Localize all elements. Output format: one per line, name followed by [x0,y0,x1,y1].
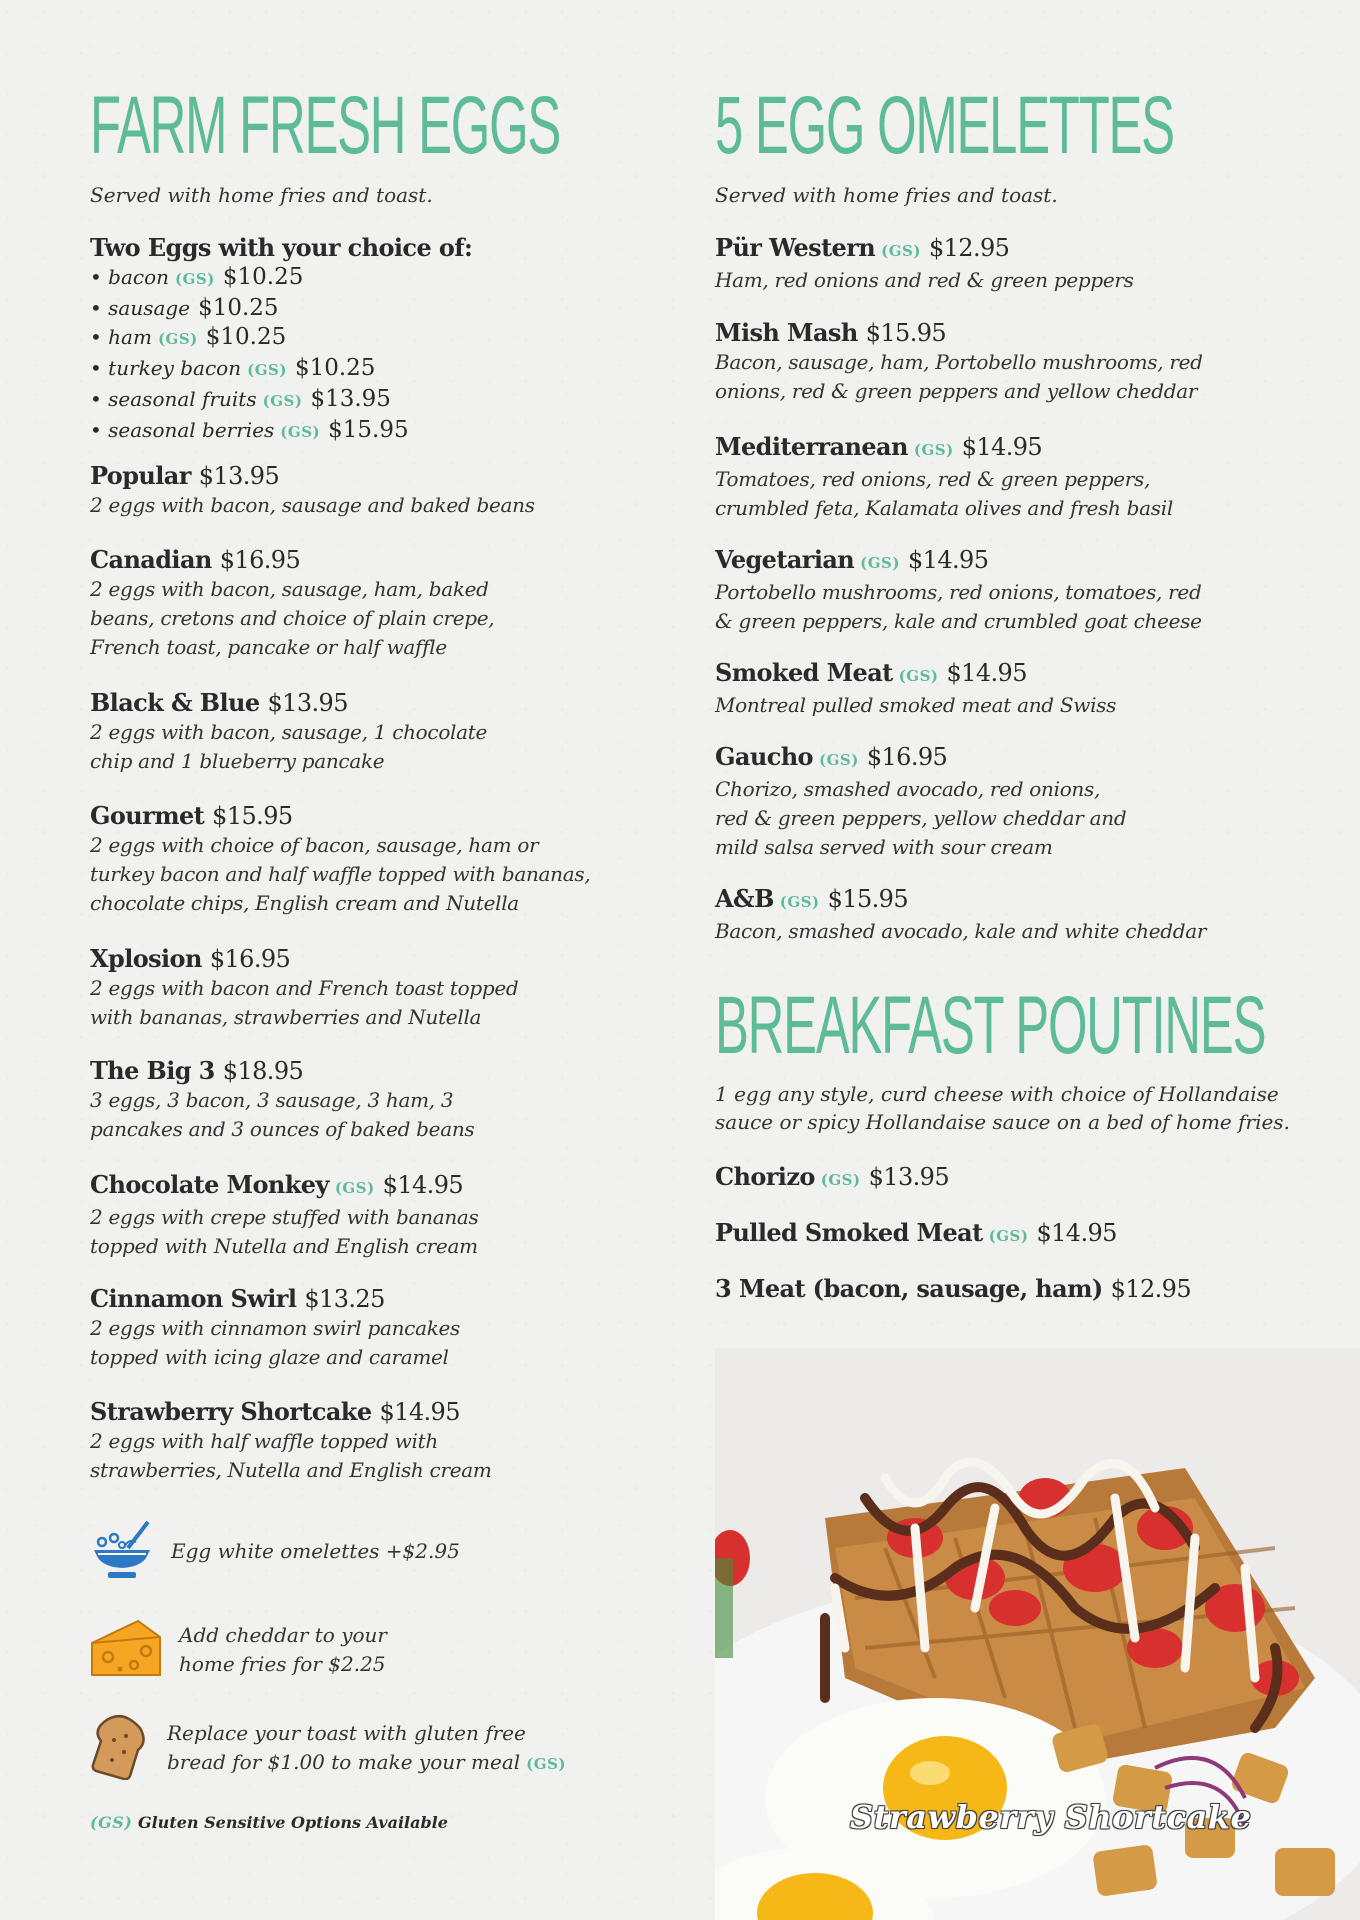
gluten-sensitive-footer [90,1813,448,1832]
menu-item-heading [715,884,1206,917]
menu-item-heading [715,318,1203,348]
menu-item-description: chocolate chips, English cream and Nutella [90,891,519,915]
section-intro: Served with home fries and toast. [90,183,433,207]
menu-item-price: $15.95 [827,885,909,913]
menu-item-heading [715,545,1202,578]
menu-item-name: A&B [715,884,774,913]
menu-item-description: Tomatoes, red onions, red & green peppers, [715,467,1151,491]
menu-item-description: crumbled feta, Kalamata olives and fresh basil [715,496,1173,520]
menu-item-heading [90,1170,479,1203]
menu-item-heading [90,944,518,974]
menu-item [715,1162,949,1195]
option-price: $10.25 [294,355,376,381]
menu-item-price: $14.95 [382,1171,464,1199]
menu-item-price: $13.25 [304,1285,385,1313]
note-gluten-line-2: bread for $1.00 to make your meal [167,1750,521,1774]
menu-item-price: $18.95 [222,1057,304,1085]
menu-item-description: Bacon, sausage, ham, Portobello mushrooms, red [715,350,1203,374]
gs-badge: (GS) [913,441,954,459]
menu-item-heading [90,1056,474,1086]
menu-item-price: $16.95 [866,743,948,771]
menu-item [90,1170,479,1261]
menu-item-name: Smoked Meat [715,658,893,687]
menu-item-heading [715,233,1134,266]
menu-item-price: $15.95 [865,319,947,347]
note-cheddar-line-1: Add cheddar to your [179,1623,387,1647]
option-name: • ham [90,325,152,349]
menu-item-description: Ham, red onions and red & green peppers [715,268,1134,292]
cheese-icon [90,1617,162,1683]
menu-item [90,944,518,1032]
two-eggs-option [90,416,472,447]
poutines-intro [715,1080,1290,1136]
menu-item-heading [90,461,535,491]
menu-item-description: 2 eggs with bacon, sausage and baked beans [90,493,535,517]
note-egg-white [90,1518,460,1584]
note-egg-white-text: Egg white omelettes +$2.95 [171,1538,460,1563]
bread-slice-icon [90,1714,150,1784]
menu-item-description: topped with icing glaze and caramel [90,1345,449,1369]
gs-badge: (GS) [334,1179,375,1197]
gs-badge: (GS) [779,893,820,911]
menu-item-heading [90,1397,492,1427]
menu-item-name: Popular [90,461,191,490]
menu-item [715,233,1134,295]
menu-item-heading [715,1162,949,1195]
gs-badge: (GS) [860,554,900,572]
menu-item-name: Pulled Smoked Meat [715,1218,983,1247]
poutines-intro-line-1: 1 egg any style, curd cheese with choice of Hollandaise [715,1082,1279,1106]
menu-item-heading [715,432,1173,465]
menu-item-name: Strawberry Shortcake [90,1397,372,1426]
section-title-farm-fresh-eggs: FARM FRESH EGGS [90,80,561,171]
menu-item-name: Chorizo [715,1162,815,1191]
mixing-bowl-whisk-icon [90,1518,154,1584]
menu-item-name: Chocolate Monkey [90,1170,329,1199]
poutines-intro-line-2: sauce or spicy Hollandaise sauce on a bed of home fries. [715,1110,1290,1134]
menu-item-description: strawberries, Nutella and English cream [90,1458,492,1482]
menu-item-description: red & green peppers, yellow cheddar and [715,806,1127,830]
two-eggs-option [90,385,472,416]
menu-item-description: 2 eggs with choice of bacon, sausage, ham or [90,833,539,857]
menu-item-name: 3 Meat (bacon, sausage, ham) [715,1274,1103,1303]
gs-badge: (GS) [90,1813,133,1832]
menu-item-heading [90,545,494,575]
menu-item-price: $13.95 [198,462,280,490]
menu-item [715,884,1206,946]
menu-item-description: with bananas, strawberries and Nutella [90,1005,482,1029]
menu-item-price: $14.95 [961,433,1043,461]
gs-badge: (GS) [881,242,921,260]
section-title-poutines: BREAKFAST POUTINES [715,980,1266,1071]
menu-item [715,742,1126,862]
menu-item-heading [90,801,590,831]
note-gluten-free-text [167,1719,566,1779]
menu-item-name: Black & Blue [90,688,260,717]
menu-item-name: Vegetarian [715,545,855,574]
option-price: $13.95 [310,386,391,412]
option-price: $10.25 [198,295,279,321]
two-eggs-options [90,263,472,447]
gs-badge: (GS) [898,667,939,685]
note-cheddar-text [179,1621,387,1679]
menu-item-price: $12.95 [928,234,1010,262]
menu-item [90,545,494,662]
menu-item-description: 3 eggs, 3 bacon, 3 sausage, 3 ham, 3 [90,1088,454,1112]
menu-item-description: & green peppers, kale and crumbled goat cheese [715,609,1202,633]
note-gluten-line-2-wrap [167,1748,566,1779]
menu-item [90,688,487,776]
menu-item [90,1056,474,1144]
menu-item [90,801,590,918]
menu-item-price: $16.95 [219,546,301,574]
gs-badge: (GS) [262,392,303,410]
gs-badge: (GS) [280,423,321,441]
option-name: • turkey bacon [90,356,242,380]
menu-item-price: $16.95 [209,945,291,973]
two-eggs-option [90,294,472,323]
menu-item-description: 2 eggs with bacon, sausage, 1 chocolate [90,720,488,744]
menu-item-heading [715,1218,1117,1251]
menu-item-description: pancakes and 3 ounces of baked beans [90,1117,475,1141]
menu-item-description: Montreal pulled smoked meat and Swiss [715,693,1117,717]
two-eggs-heading: Two Eggs with your choice of: [90,233,473,262]
option-price: $10.25 [222,264,304,290]
menu-item [715,545,1202,636]
gs-badge: (GS) [157,330,198,348]
note-gluten-free [90,1714,566,1784]
menu-item-name: Gaucho [715,742,813,771]
menu-item-description: Portobello mushrooms, red onions, tomatoes, red [715,580,1202,604]
menu-item-price: $14.95 [946,659,1027,687]
menu-item-description: chip and 1 blueberry pancake [90,749,385,773]
menu-item [90,1397,492,1485]
menu-item-description: onions, red & green peppers and yellow cheddar [715,379,1198,403]
menu-item-description: French toast, pancake or half waffle [90,635,447,659]
menu-item-name: Xplosion [90,944,202,973]
menu-item-name: Gourmet [90,801,205,830]
menu-item-description: turkey bacon and half waffle topped with bananas, [90,862,591,886]
menu-item-name: Mish Mash [715,318,858,347]
menu-item-description: 2 eggs with bacon, sausage, ham, baked [90,577,489,601]
menu-item-price: $15.95 [212,802,293,830]
option-name: • sausage [90,296,191,320]
gs-badge: (GS) [988,1227,1029,1245]
menu-item [715,658,1116,720]
menu-item [715,1274,1191,1304]
footer-text: Gluten Sensitive Options Available [137,1813,448,1832]
gs-badge: (GS) [247,361,287,379]
two-eggs-block [90,233,472,447]
note-gluten-line-1: Replace your toast with gluten free [167,1721,526,1745]
gs-badge: (GS) [526,1755,566,1773]
strawberry-shortcake-photo [715,1348,1360,1920]
gs-badge: (GS) [175,270,215,288]
menu-item-description: 2 eggs with cinnamon swirl pancakes [90,1316,461,1340]
menu-item [715,432,1173,523]
menu-item-heading [715,1274,1191,1304]
menu-item [715,1218,1117,1251]
photo-caption: Strawberry Shortcake [850,1798,1252,1836]
menu-item-price: $14.95 [379,1398,460,1426]
menu-item-name: The Big 3 [90,1056,215,1085]
menu-item-name: Canadian [90,545,212,574]
note-cheddar-line-2: home fries for $2.25 [179,1652,386,1676]
menu-item-heading [90,688,487,718]
section-title-omelettes: 5 EGG OMELETTES [715,80,1174,171]
option-price: $15.95 [328,417,409,443]
option-name: • seasonal berries [90,418,275,442]
menu-item-name: Pür Western [715,233,876,262]
gs-badge: (GS) [818,751,859,769]
menu-item-price: $12.95 [1110,1275,1192,1303]
menu-item-description: 2 eggs with crepe stuffed with bananas [90,1205,479,1229]
menu-item [715,318,1203,406]
menu-item-description: 2 eggs with half waffle topped with [90,1429,438,1453]
menu-item-price: $14.95 [1036,1219,1117,1247]
menu-item-price: $13.95 [868,1163,949,1191]
gs-badge: (GS) [820,1171,861,1189]
option-price: $10.25 [205,324,287,350]
menu-item [90,461,535,520]
menu-item [90,1284,460,1372]
omelettes-intro: Served with home fries and toast. [715,183,1058,207]
note-cheddar [90,1617,387,1683]
menu-item-description: 2 eggs with bacon and French toast topped [90,976,519,1000]
option-name: • seasonal fruits [90,387,257,411]
menu-item-name: Cinnamon Swirl [90,1284,297,1313]
menu-item-heading [90,1284,460,1314]
menu-item-heading [715,658,1116,691]
option-name: • bacon [90,265,170,289]
menu-item-description: topped with Nutella and English cream [90,1234,478,1258]
menu-item-description: mild salsa served with sour cream [715,835,1053,859]
two-eggs-option [90,323,472,354]
menu-item-description: Bacon, smashed avocado, kale and white cheddar [715,919,1207,943]
menu-item-heading [715,742,1126,775]
menu-item-description: Chorizo, smashed avocado, red onions, [715,777,1101,801]
menu-item-name: Mediterranean [715,432,908,461]
menu-item-description: beans, cretons and choice of plain crepe, [90,606,495,630]
menu-item-price: $14.95 [907,546,989,574]
menu-item-price: $13.95 [267,689,348,717]
two-eggs-option [90,354,472,385]
two-eggs-option [90,263,472,294]
